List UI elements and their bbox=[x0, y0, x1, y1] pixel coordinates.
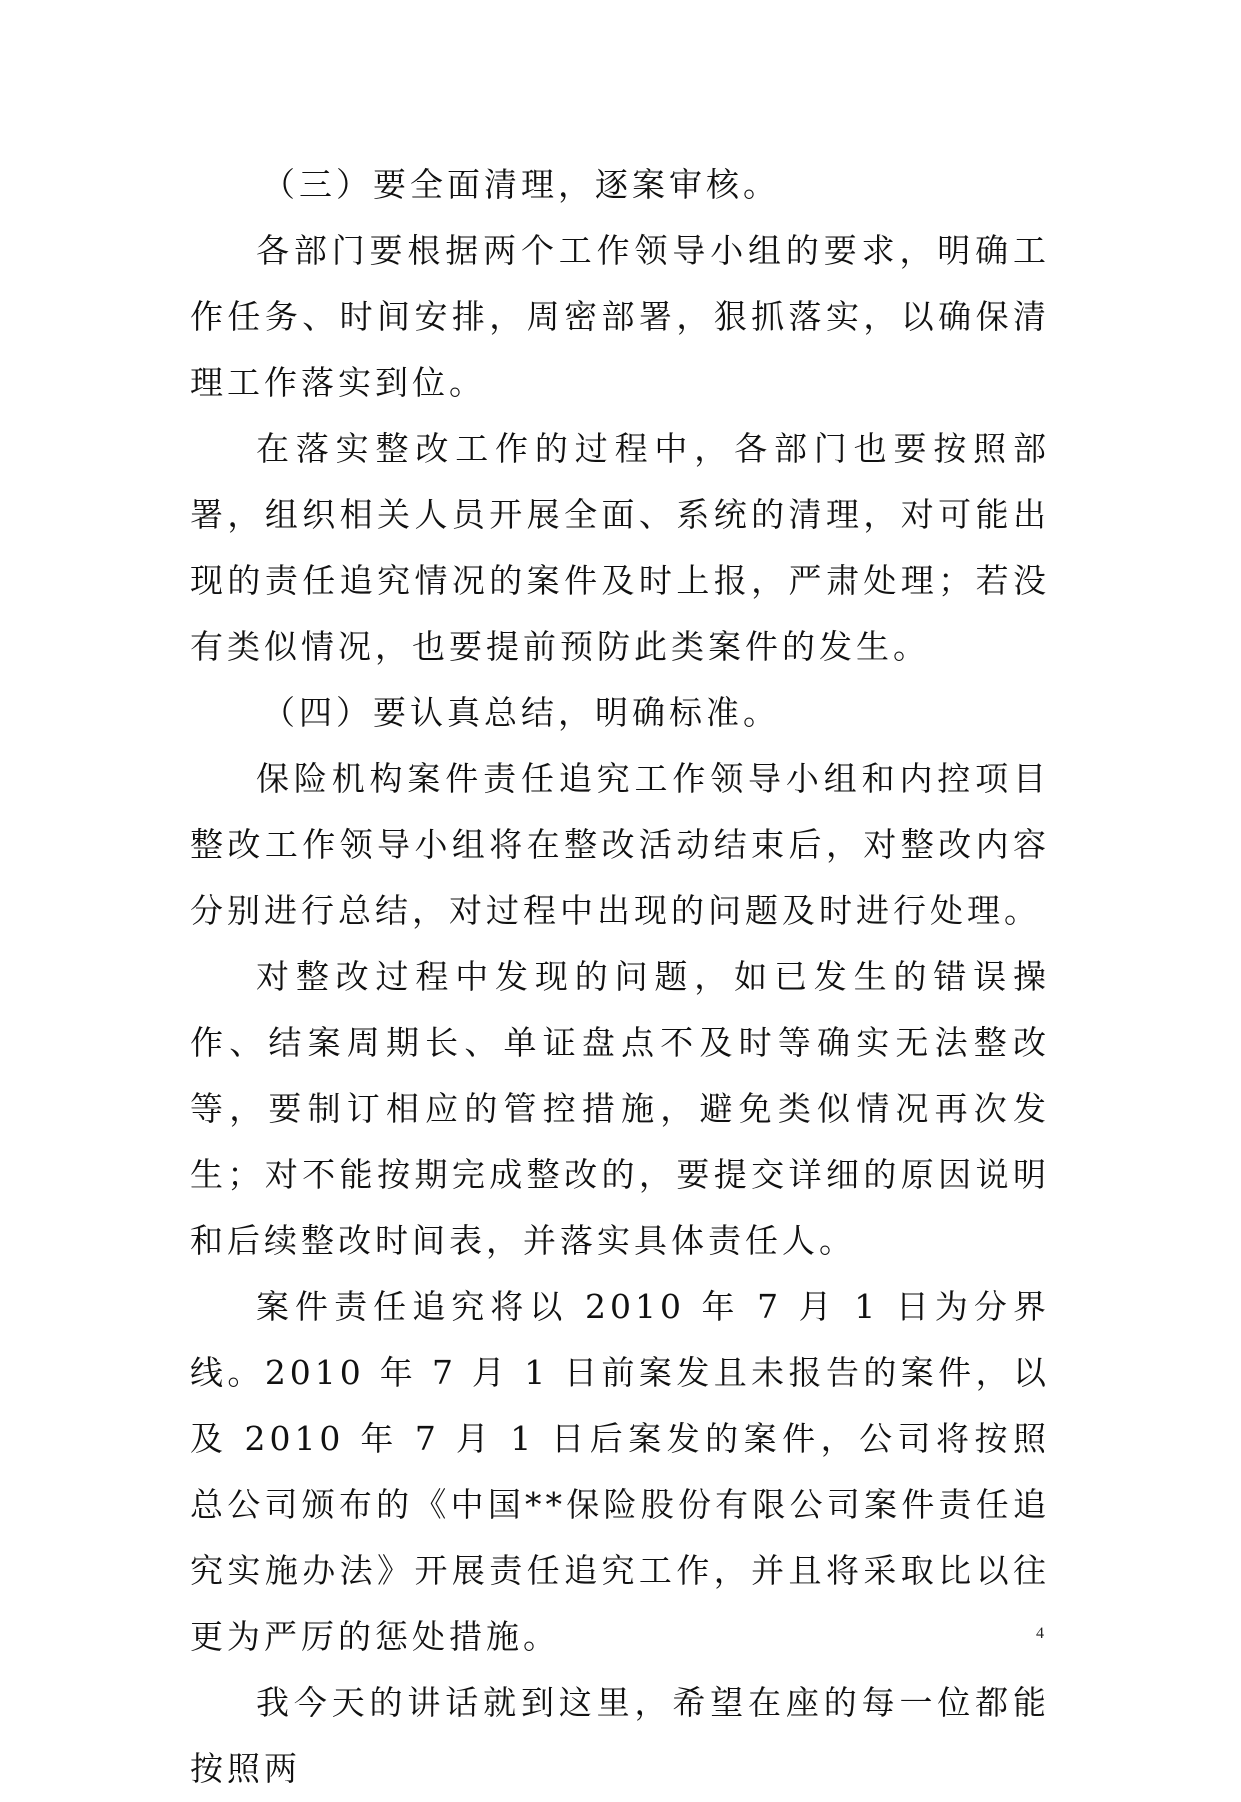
page-number: 4 bbox=[1036, 1625, 1044, 1642]
paragraph-6: 我今天的讲话就到这里，希望在座的每一位都能按照两 bbox=[190, 1683, 1050, 1788]
paragraph-1: 各部门要根据两个工作领导小组的要求，明确工作任务、时间安排，周密部署，狠抓落实，以确保清理工作落实到位。 bbox=[190, 231, 1050, 402]
paragraph-5: 案件责任追究将以 2010 年 7 月 1 日为分界线。2010 年 7 月 1 日前案发且未报告的案件，以及 2010 年 7 月 1 日后案发的案件，公司将按照总公司颁布的《中国**保险股份有限公司案件责任追究实施办法》开展责任追究工作，并且将采取比以往更为严厉的惩处措施。 bbox=[190, 1287, 1050, 1656]
section-heading-3: （三）要全面清理，逐案审核。 bbox=[262, 165, 780, 204]
paragraph-4: 对整改过程中发现的问题，如已发生的错误操作、结案周期长、单证盘点不及时等确实无法整改等，要制订相应的管控措施，避免类似情况再次发生；对不能按期完成整改的，要提交详细的原因说明和后续整改时间表，并落实具体责任人。 bbox=[190, 957, 1050, 1260]
section-heading-4: （四）要认真总结，明确标准。 bbox=[262, 693, 780, 732]
paragraph-3: 保险机构案件责任追究工作领导小组和内控项目整改工作领导小组将在整改活动结束后，对整改内容分别进行总结，对过程中出现的问题及时进行处理。 bbox=[190, 759, 1050, 930]
paragraph-2: 在落实整改工作的过程中，各部门也要按照部署，组织相关人员开展全面、系统的清理，对可能出现的责任追究情况的案件及时上报，严肃处理；若没有类似情况，也要提前预防此类案件的发生。 bbox=[190, 429, 1050, 666]
document-body bbox=[190, 152, 1050, 1802]
